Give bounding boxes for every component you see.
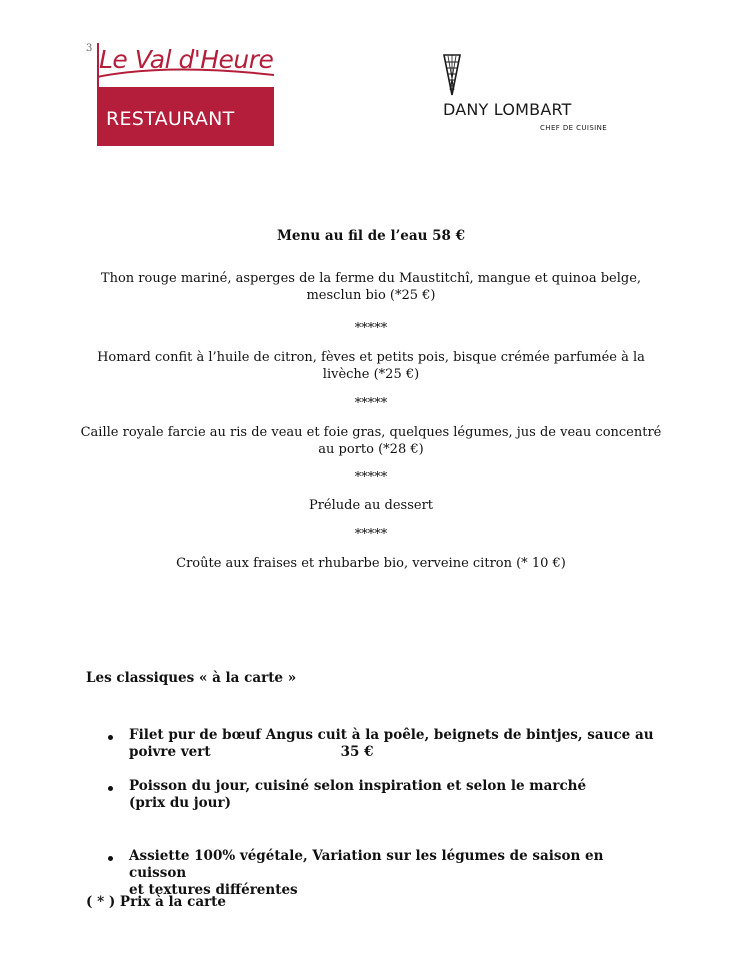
item-line: et textures différentes [129,882,298,898]
logo-restaurant-word: RESTAURANT [106,108,235,130]
chef-whisk-icon [443,54,461,96]
chef-title: CHEF DE CUISINE [540,124,608,132]
menu-course-4: Prélude au dessert [308,498,434,513]
course-separator: ***** [354,321,388,336]
item-line: Poisson du jour, cuisiné selon inspiration et selon le marché [129,778,587,794]
course-separator: ***** [354,470,388,485]
logo-script-text: Le Val d'Heure [99,45,274,74]
course-line: Thon rouge mariné, asperges de la ferme du Maustitchî, mangue et quinoa belge, [100,271,642,286]
classiques-title: Les classiques « à la carte » [86,670,297,686]
item-line: (prix du jour) [129,795,231,811]
course-separator: ***** [354,396,388,411]
course-line: Homard confit à l’huile de citron, fèves et petits pois, bisque crémée parfumée à la [97,350,645,365]
menu-course-3 [60,424,682,458]
stray-mark: 3 [86,43,93,54]
item-line: poivre vert [129,744,211,760]
price-footnote: ( * ) Prix à la carte [86,894,227,910]
course-line: mesclun bio (*25 €) [306,288,436,303]
menu-title: Menu au fil de l’eau 58 € [276,228,466,244]
bullet-dot-icon [108,786,113,791]
restaurant-logo [97,43,274,146]
menu-course-1 [60,270,682,304]
course-line: au porto (*28 €) [318,442,424,457]
bullet-dot-icon [108,735,113,740]
chef-name: DANY LOMBART [443,100,572,119]
menu-course-5: Croûte aux fraises et rhubarbe bio, verveine citron (* 10 €) [176,556,566,571]
bullet-dot-icon [108,856,113,861]
item-line: Assiette 100% végétale, Variation sur les légumes de saison en cuisson [129,848,604,881]
course-line: Caille royale farcie au ris de veau et foie gras, quelques légumes, jus de veau concentré [80,425,662,440]
course-line: livèche (*25 €) [322,367,420,382]
item-price: 35 € [340,744,374,760]
course-separator: ***** [354,527,388,542]
menu-course-2 [60,349,682,383]
item-line: Filet pur de bœuf Angus cuit à la poêle, beignets de bintjes, sauce au [129,727,654,743]
